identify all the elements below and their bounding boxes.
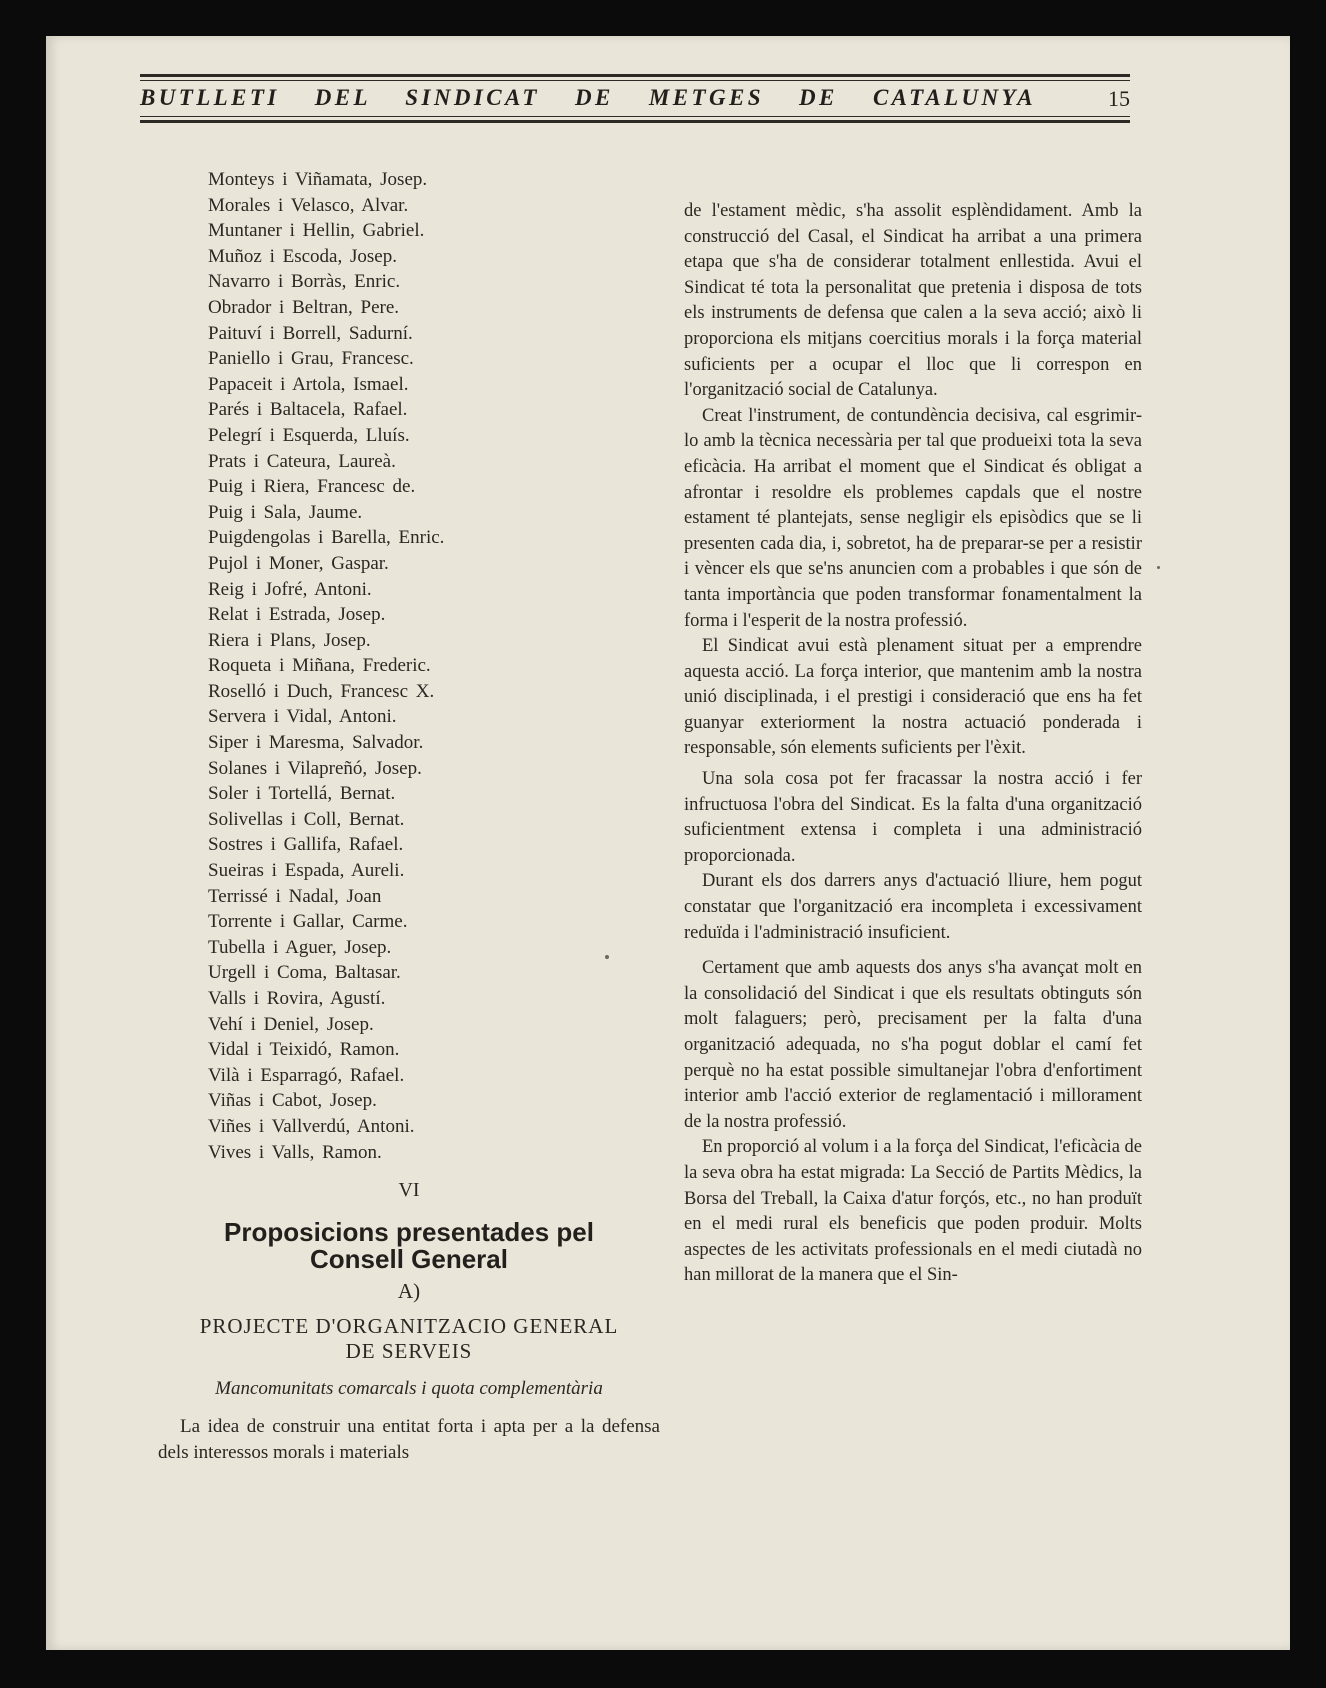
member-entry: Muñoz i Escoda, Josep.	[208, 245, 397, 267]
journal-title: BUTLLETI DEL SINDICAT DE METGES DE CATALUNYA	[140, 85, 1037, 110]
member-entry: Vehí i Deniel, Josep.	[208, 1013, 374, 1035]
member-entry: Viñas i Cabot, Josep.	[208, 1090, 377, 1112]
body-paragraph: El Sindicat avui està plenament situat per a emprendre aquesta acció. La força interior, que mantenim amb la nostra unió disciplinada, i el prestigi i consideració que ens ha fet guanyar exteriorment la nostra actuació ponderada i responsable, són elements suficients per l'èxit.	[684, 636, 1142, 759]
header-rule-bottom-thin	[140, 116, 1130, 117]
section-number: VI	[398, 1179, 420, 1202]
member-entry: Paniello i Grau, Francesc.	[208, 348, 414, 370]
member-entry: Solivellas i Coll, Bernat.	[208, 808, 405, 830]
body-paragraph: Certament que amb aquests dos anys s'ha avançat molt en la consolidació del Sindicat i que els resultats obtinguts són molt falaguers; però, precisament per la falta d'una organització adequada, no s'ha pogut doblar el camí fet perquè no ha estat possible simultanejar l'obra d'enfortiment interior amb l'acció exterior de reglamentació i millorament de la nostra professió.	[684, 958, 1142, 1132]
section-title-line: Consell General	[310, 1244, 508, 1275]
member-entry: Roqueta i Miñana, Frederic.	[208, 655, 431, 677]
member-entry: Puigdengolas i Barella, Enric.	[208, 527, 445, 549]
scan-speck	[605, 955, 609, 959]
member-entry: Riera i Plans, Josep.	[208, 629, 371, 651]
body-paragraph: Creat l'instrument, de contundència decisiva, cal esgrimir-lo amb la tècnica necessària per tal que produeixi tota la seva eficàcia. Ha arribat el moment que el Sindicat és obligat a afrontar i resoldre els problemes capdals que el nostre estament té plantejats, sense negligir els episòdics que se li presenten cada dia, i, sobretot, ha de preparar-se per a resistir i vèncer els que se'ns anuncien com a probables i que són de tanta importància que poden transformar fonamentalment la forma i l'esperit de la nostra professió.	[684, 405, 1142, 631]
project-title-line: PROJECTE D'ORGANITZACIO GENERAL	[199, 1314, 619, 1339]
header-rule-top-thin	[140, 80, 1130, 81]
section-title	[158, 1219, 660, 1273]
member-entry: Viñes i Vallverdú, Antoni.	[208, 1115, 415, 1137]
member-entry: Navarro i Borràs, Enric.	[208, 271, 401, 293]
member-entry: Servera i Vidal, Antoni.	[208, 706, 397, 728]
member-entry: Sostres i Gallifa, Rafael.	[208, 834, 404, 856]
page-number: 15	[1108, 86, 1130, 111]
member-entry: Solanes i Vilapreñó, Josep.	[208, 757, 422, 779]
member-entry: Urgell i Coma, Baltasar.	[208, 962, 401, 984]
member-entry: Puig i Sala, Jaume.	[208, 501, 363, 523]
member-entry: Soler i Tortellá, Bernat.	[208, 783, 396, 805]
intro-paragraph: La idea de construir una entitat forta i apta per a la defensa dels interessos morals i materials	[158, 1416, 660, 1464]
section-title-line: Proposicions presentades pel	[224, 1217, 594, 1248]
member-entry: Parés i Baltacela, Rafael.	[208, 399, 408, 421]
italic-subtitle: Mancomunitats comarcals i quota complementària	[215, 1378, 603, 1400]
right-column	[684, 199, 1142, 1289]
member-entry: Relat i Estrada, Josep.	[208, 604, 386, 626]
member-entry: Monteys i Viñamata, Josep.	[208, 169, 428, 190]
member-entry: Siper i Maresma, Salvador.	[208, 732, 424, 754]
member-list	[208, 167, 660, 1165]
body-paragraph: Durant els dos darrers anys d'actuació lliure, hem pogut constatar que l'organització era incompleta i excessivament reduïda i l'administració insuficient.	[684, 871, 1142, 943]
left-column	[158, 167, 660, 1466]
running-header	[140, 74, 1130, 132]
project-title-line: DE SERVEIS	[345, 1339, 473, 1364]
member-entry: Pujol i Moner, Gaspar.	[208, 552, 389, 574]
member-entry: Torrente i Gallar, Carme.	[208, 911, 408, 933]
member-entry: Vives i Valls, Ramon.	[208, 1141, 382, 1163]
member-entry: Morales i Velasco, Alvar.	[208, 194, 409, 216]
member-entry: Papaceit i Artola, Ismael.	[208, 373, 409, 395]
member-entry: Vidal i Teixidó, Ramon.	[208, 1039, 400, 1061]
member-entry: Tubella i Aguer, Josep.	[208, 936, 392, 958]
member-entry: Terrissé i Nadal, Joan	[208, 885, 382, 907]
member-entry: Vilà i Esparragó, Rafael.	[208, 1064, 405, 1086]
member-entry: Reig i Jofré, Antoni.	[208, 578, 372, 600]
header-rule-bottom	[140, 120, 1130, 123]
member-entry: Muntaner i Hellin, Gabriel.	[208, 220, 425, 242]
body-paragraph: En proporció al volum i a la força del Sindicat, l'eficàcia de la seva obra ha estat migrada: La Secció de Partits Mèdics, la Borsa del Treball, la Caixa d'atur forçós, etc., no han produït en el medi rural els beneficis que poden produir. Molts aspectes de les activitats professionals en el medi ciutadà no han millorat de la manera que el Sin-	[684, 1137, 1142, 1286]
member-entry: Prats i Cateura, Laureà.	[208, 450, 396, 472]
member-entry: Sueiras i Espada, Aureli.	[208, 860, 405, 882]
subsection-label: A)	[397, 1279, 421, 1304]
body-paragraph: de l'estament mèdic, s'ha assolit esplèndidament. Amb la construcció del Casal, el Sindicat ha arribat a una primera etapa que s'ha de considerar totalment enllestida. Avui el Sindicat té tota la personalitat que pretenia i disposa de tots els instruments de defensa que calen a la seva acció; això li proporciona els mitjans coercitius morals i la força material suficients per a ocupar el lloc que li correspon en l'organització social de Catalunya.	[684, 201, 1142, 401]
project-title	[158, 1314, 660, 1364]
member-entry: Paituví i Borrell, Sadurní.	[208, 322, 413, 344]
member-entry: Obrador i Beltran, Pere.	[208, 296, 400, 318]
member-entry: Valls i Rovira, Agustí.	[208, 988, 386, 1009]
header-rule-top	[140, 74, 1130, 77]
scan-speck	[1157, 566, 1160, 569]
member-entry: Pelegrí i Esquerda, Lluís.	[208, 424, 410, 446]
body-paragraph: Una sola cosa pot fer fracassar la nostra acció i fer infructuosa l'obra del Sindicat. Es la falta d'una organització suficientment extensa i completa i una administració proporcionada.	[684, 769, 1142, 866]
member-entry: Puig i Riera, Francesc de.	[208, 476, 416, 498]
member-entry: Roselló i Duch, Francesc X.	[208, 680, 435, 702]
